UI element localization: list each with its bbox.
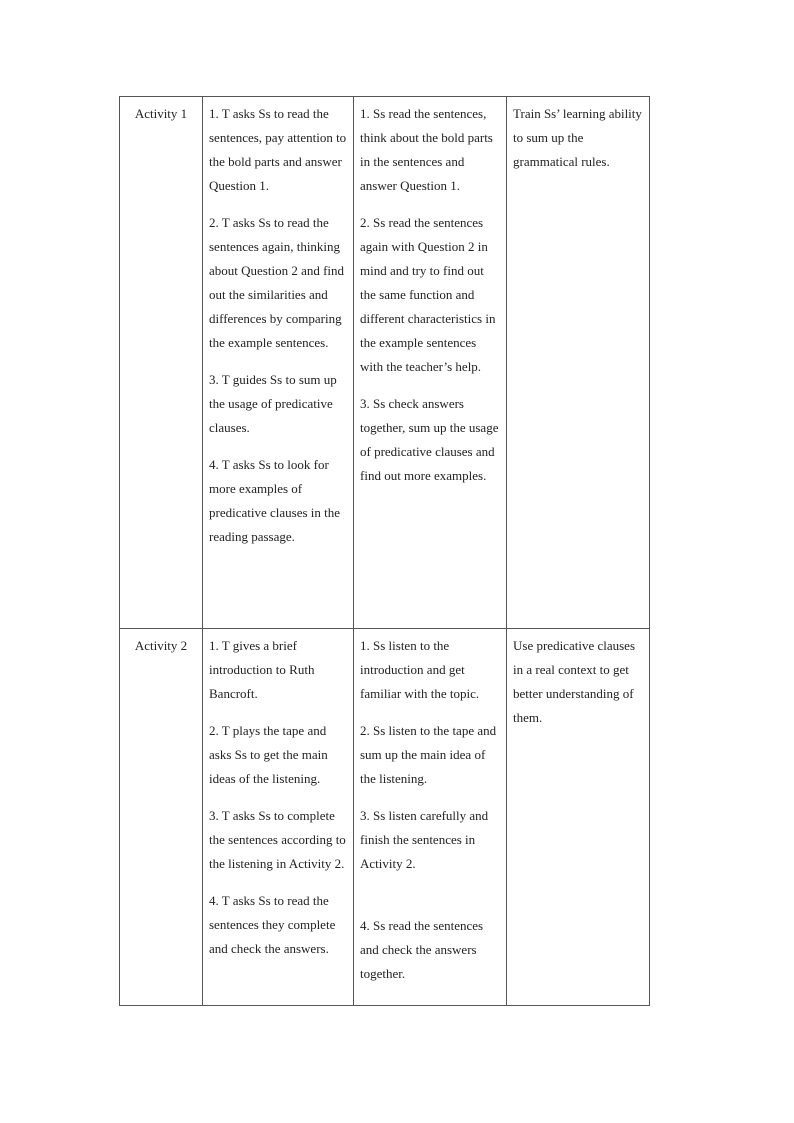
purpose-text: Train Ss’ learning ability to sum up the grammatical rules. (513, 106, 642, 169)
teacher-step: 1. T asks Ss to read the sentences, pay attention to the bold parts and answer Question 1. (209, 106, 347, 193)
table-row-activity-1 (120, 97, 650, 629)
student-step: 3. Ss listen carefully and finish the sentences in Activity 2. (360, 808, 489, 871)
teacher-step: 1. T gives a brief introduction to Ruth Bancroft. (209, 638, 315, 701)
teacher-step: 4. T asks Ss to look for more examples of predicative clauses in the reading passage. (209, 457, 341, 544)
purpose-cell (507, 629, 650, 1006)
activity-label-cell: Activity 1 (120, 97, 203, 629)
teacher-activity-cell (203, 97, 354, 629)
student-step: 3. Ss check answers together, sum up the usage of predicative clauses and find out more examples. (360, 396, 499, 483)
purpose-text: Use predicative clauses in a real context to get better understanding of them. (513, 638, 636, 725)
teacher-step: 2. T plays the tape and asks Ss to get the main ideas of the listening. (209, 723, 328, 786)
teacher-step: 2. T asks Ss to read the sentences again, thinking about Question 2 and find out the similarities and differences by comparing the example sentences. (209, 215, 345, 350)
teacher-step: 4. T asks Ss to read the sentences they complete and check the answers. (209, 893, 336, 956)
student-step: 2. Ss listen to the tape and sum up the main idea of the listening. (360, 723, 497, 786)
activity-label-cell: Activity 2 (120, 629, 203, 1006)
student-activity-cell (354, 629, 507, 1006)
purpose-cell (507, 97, 650, 629)
student-step: 2. Ss read the sentences again with Question 2 in mind and try to find out the same function and different characteristics in the example sentences with the teacher’s help. (360, 215, 496, 374)
student-activity-cell (354, 97, 507, 629)
lesson-plan-table (119, 96, 650, 1006)
table-row-activity-2 (120, 629, 650, 1006)
teacher-step: 3. T asks Ss to complete the sentences according to the listening in Activity 2. (209, 808, 346, 871)
student-step: 4. Ss read the sentences and check the answers together. (360, 918, 484, 981)
student-step: 1. Ss listen to the introduction and get familiar with the topic. (360, 638, 480, 701)
student-step: 1. Ss read the sentences, think about the bold parts in the sentences and answer Question 1. (360, 106, 493, 193)
teacher-activity-cell (203, 629, 354, 1006)
teacher-step: 3. T guides Ss to sum up the usage of predicative clauses. (209, 372, 337, 435)
